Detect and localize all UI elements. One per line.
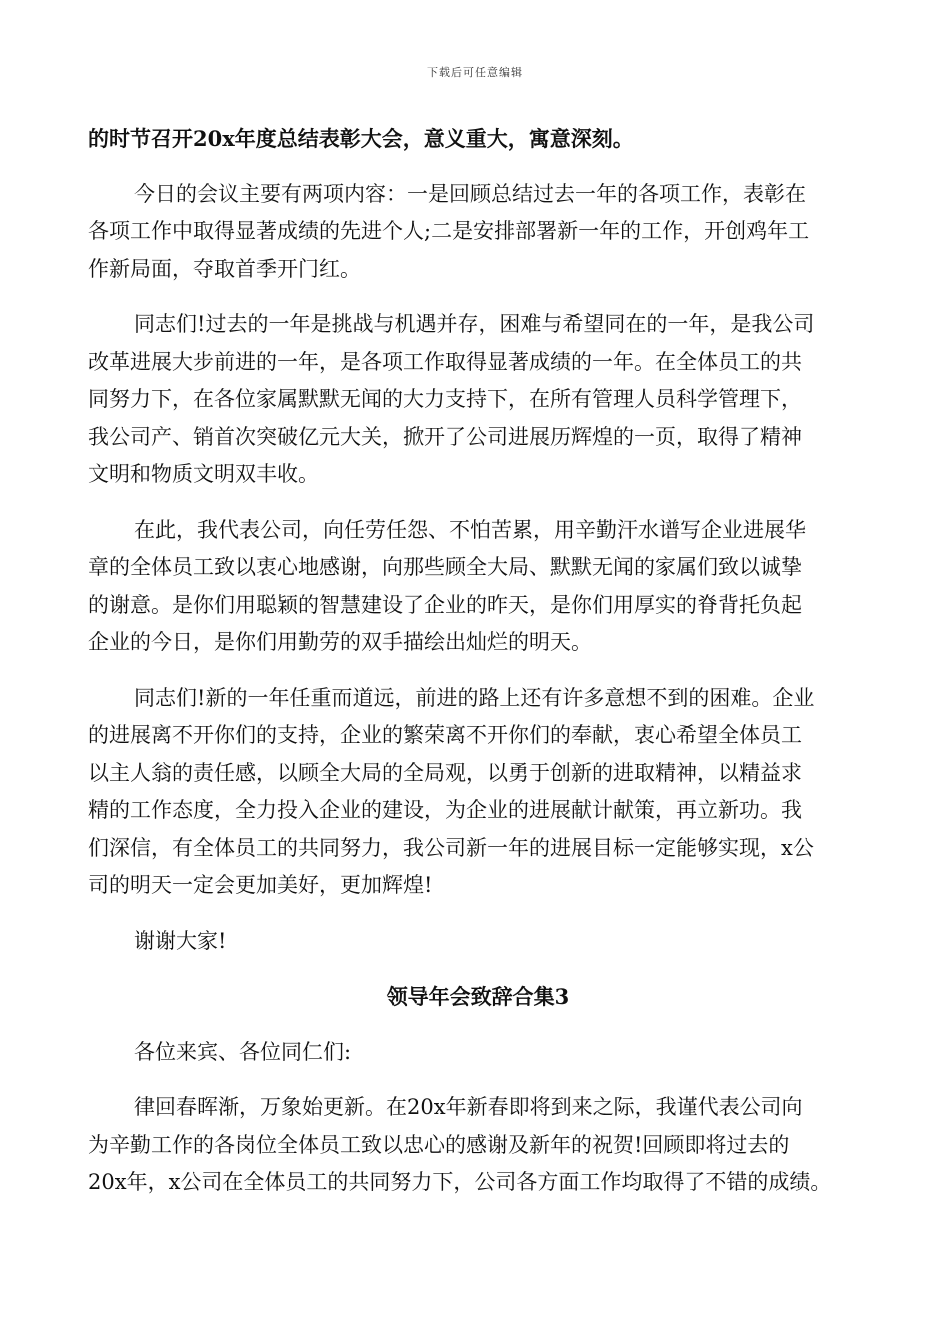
paragraph-line: 司的明天一定会更加美好，更加辉煌! bbox=[88, 873, 433, 897]
paragraph-line: 以主人翁的责任感，以顾全大局的全局观，以勇于创新的进取精神，以精益求 bbox=[88, 760, 802, 785]
greeting-paragraph bbox=[88, 1034, 868, 1072]
paragraph-line: 改革进展大步前进的一年，是各项工作取得显著成绩的一年。在全体员工的共 bbox=[88, 349, 802, 374]
paragraph-line: 的谢意。是你们用聪颖的智慧建设了企业的昨天，是你们用厚实的脊背托负起 bbox=[88, 592, 802, 617]
paragraph-1 bbox=[88, 176, 868, 289]
paragraph-line: 精的工作态度，全力投入企业的建设，为企业的进展献计献策，再立新功。我 bbox=[88, 798, 802, 822]
closing-paragraph bbox=[88, 1089, 868, 1202]
greeting-line: 各位来宾、各位同仁们: bbox=[134, 1039, 352, 1064]
paragraph-line: 我公司产、销首次突破亿元大关，掀开了公司进展历辉煌的一页，取得了精神 bbox=[88, 424, 802, 449]
paragraph-line: 为辛勤工作的各岗位全体员工致以忠心的感谢及新年的祝贺!回顾即将过去的 bbox=[88, 1132, 790, 1157]
paragraph-line: 同志们!新的一年任重而道远，前进的路上还有许多意想不到的困难。企业 bbox=[134, 685, 815, 710]
paragraph-line: 今日的会议主要有两项内容：一是回顾总结过去一年的各项工作，表彰在 bbox=[134, 181, 806, 206]
paragraph-line: 的进展离不开你们的支持，企业的繁荣离不开你们的奉献，衷心希望全体员工 bbox=[88, 723, 802, 747]
section-heading: 领导年会致辞合集3 bbox=[386, 984, 570, 1009]
paragraph-line: 们深信，有全体员工的共同努力，我公司新一年的进展目标一定能够实现，x公 bbox=[88, 835, 814, 860]
document-body bbox=[88, 120, 868, 1220]
paragraph-line: 章的全体员工致以衷心地感谢，向那些顾全大局、默默无闻的家属们致以诚挚 bbox=[88, 555, 802, 579]
header-note: 下载后可任意编辑 bbox=[427, 66, 523, 79]
paragraph-line: 20x年，x公司在全体员工的共同努力下，公司各方面工作均取得了不错的成绩。 bbox=[88, 1170, 832, 1194]
paragraph-thanks bbox=[88, 923, 868, 961]
paragraph-3 bbox=[88, 512, 868, 662]
paragraph-line: 作新局面，夺取首季开门红。 bbox=[88, 256, 361, 281]
paragraph-line: 律回春晖渐，万象始更新。在20x年新春即将到来之际，我谨代表公司向 bbox=[134, 1095, 803, 1119]
lead-line: 的时节召开20x年度总结表彰大会，意义重大，寓意深刻。 bbox=[88, 126, 634, 151]
paragraph-4 bbox=[88, 680, 868, 905]
paragraph-line: 各项工作中取得显著成绩的先进个人;二是安排部署新一年的工作，开创鸡年工 bbox=[88, 219, 810, 243]
paragraph-2 bbox=[88, 306, 868, 494]
paragraph-line: 企业的今日，是你们用勤劳的双手描绘出灿烂的明天。 bbox=[88, 630, 592, 654]
paragraph-line: 同努力下，在各位家属默默无闻的大力支持下，在所有管理人员科学管理下， bbox=[88, 387, 802, 411]
paragraph-line: 在此，我代表公司，向任劳任怨、不怕苦累，用辛勤汗水谱写企业进展华 bbox=[134, 517, 806, 542]
paragraph-line: 文明和物质文明双丰收。 bbox=[88, 462, 319, 486]
paragraph-line: 同志们!过去的一年是挑战与机遇并存，困难与希望同在的一年，是我公司 bbox=[134, 312, 815, 336]
thanks-line: 谢谢大家! bbox=[134, 928, 227, 953]
